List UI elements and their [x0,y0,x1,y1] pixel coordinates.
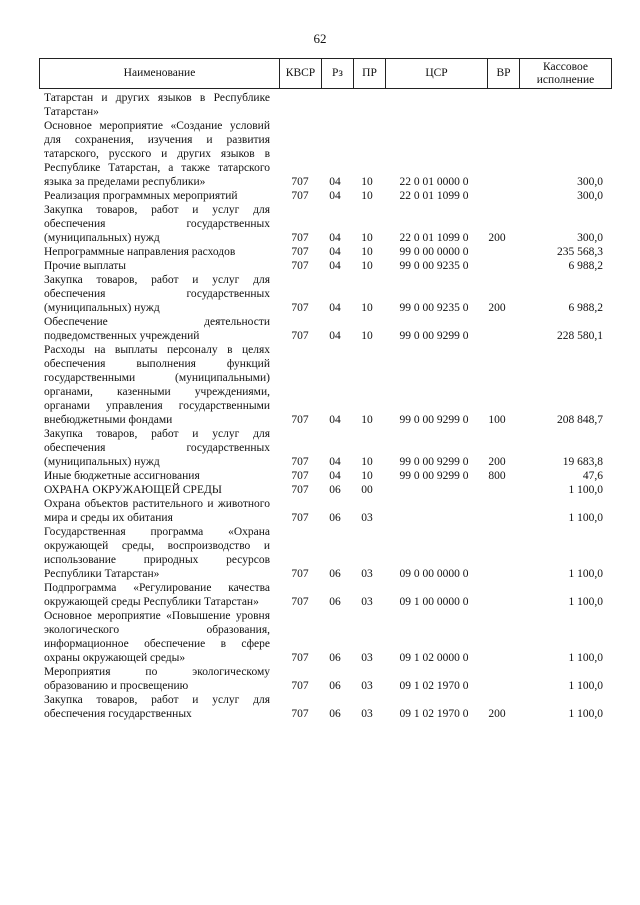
row-pr: 03 [361,708,373,720]
row-name: Реализация программных мероприятий [44,190,238,202]
row-pr: 10 [361,470,373,482]
row-kvsr: 707 [291,568,309,580]
row-kvsr: 707 [291,484,309,496]
row-rz: 04 [329,246,341,258]
row-kvsr: 707 [291,596,309,608]
row-kvsr: 707 [291,246,309,258]
row-name: Основное мероприятие «Создание условий для сохранения, изучения и развития татарского, русского и других языков в Республике Татарстан, а также татарского языка за пределами республики» [44,120,270,188]
row-vr: 200 [488,302,506,314]
header-vr: ВР [488,59,520,89]
row-amount: 1 100,0 [568,568,603,580]
row-csr: 99 0 00 9299 0 [399,330,469,342]
row-csr: 09 1 00 0000 0 [399,596,469,608]
row-amount: 1 100,0 [568,484,603,496]
row-csr: 99 0 00 9299 0 [399,456,469,468]
row-rz: 04 [329,176,341,188]
row-name: Непрограммные направления расходов [44,246,236,258]
row-kvsr: 707 [291,512,309,524]
page-number: 62 [313,31,327,46]
row-amount: 235 568,3 [557,246,603,258]
header-amount-line1: Кассовое [543,60,588,73]
header-pr: ПР [354,59,386,89]
row-amount: 1 100,0 [568,596,603,608]
header-kvsr: КВСР [280,59,322,89]
table-row [0,497,640,525]
row-amount: 19 683,8 [562,456,603,468]
row-vr: 100 [488,414,506,426]
row-pr: 10 [361,260,373,272]
row-kvsr: 707 [291,302,309,314]
row-vr: 200 [488,456,506,468]
row-kvsr: 707 [291,708,309,720]
table-header [39,58,612,89]
header-name: Наименование [40,59,280,89]
row-amount: 300,0 [577,190,603,202]
row-name: Основное мероприятие «Повышение уровня экологического образования, информационное обеспечение в сфере охраны окружающей среды» [44,610,270,664]
row-csr: 09 0 00 0000 0 [399,568,469,580]
row-pr: 03 [361,596,373,608]
row-amount: 300,0 [577,232,603,244]
row-csr: 99 0 00 9299 0 [399,470,469,482]
row-name: Закупка товаров, работ и услуг для обеспечения государственных [44,694,270,720]
row-amount: 6 988,2 [568,302,603,314]
row-name: ОХРАНА ОКРУЖАЮЩЕЙ СРЕДЫ [44,484,222,496]
row-csr: 22 0 01 1099 0 [399,190,469,202]
table-row [0,343,640,427]
row-csr: 09 1 02 1970 0 [399,708,469,720]
row-pr: 10 [361,232,373,244]
row-csr: 99 0 00 9235 0 [399,302,469,314]
header-amount [520,59,612,89]
row-name: Расходы на выплаты персоналу в целях обеспечения выполнения функций государственными (муниципальными) органами, казенными учреждениями, органами управления государственными внебюджетными фондами [44,344,270,426]
row-name: Мероприятия по экологическому образованию и просвещению [44,666,270,692]
row-amount: 1 100,0 [568,708,603,720]
row-name: Закупка товаров, работ и услуг для обеспечения государственных (муниципальных) нужд [44,274,270,314]
row-pr: 03 [361,512,373,524]
row-name: Подпрограмма «Регулирование качества окружающей среды Республики Татарстан» [44,582,270,608]
row-rz: 04 [329,470,341,482]
row-kvsr: 707 [291,232,309,244]
row-amount: 47,6 [582,470,603,482]
table-row [0,483,640,497]
table-row [0,581,640,609]
header-csr: ЦСР [386,59,488,89]
row-rz: 04 [329,414,341,426]
table-row [0,91,640,119]
table-row [0,273,640,315]
row-pr: 10 [361,330,373,342]
row-pr: 10 [361,246,373,258]
table-row [0,259,640,273]
row-pr: 03 [361,568,373,580]
row-kvsr: 707 [291,190,309,202]
row-amount: 1 100,0 [568,680,603,692]
row-amount: 300,0 [577,176,603,188]
row-csr: 22 0 01 0000 0 [399,176,469,188]
row-kvsr: 707 [291,260,309,272]
row-name: Татарстан и других языков в Республике Татарстан» [44,92,270,118]
row-amount: 228 580,1 [557,330,603,342]
row-name: Государственная программа «Охрана окружающей среды, воспроизводство и использование природных ресурсов Республики Татарстан» [44,526,270,580]
row-amount: 1 100,0 [568,512,603,524]
row-kvsr: 707 [291,470,309,482]
table-row [0,189,640,203]
row-pr: 10 [361,176,373,188]
row-pr: 10 [361,414,373,426]
row-name: Закупка товаров, работ и услуг для обеспечения государственных (муниципальных) нужд [44,204,270,244]
row-rz: 06 [329,680,341,692]
row-rz: 04 [329,302,341,314]
row-amount: 208 848,7 [557,414,603,426]
table-row [0,315,640,343]
row-kvsr: 707 [291,414,309,426]
table-row [0,469,640,483]
row-pr: 03 [361,680,373,692]
row-rz: 06 [329,708,341,720]
row-name: Прочие выплаты [44,260,127,272]
table-row [0,665,640,693]
row-name: Закупка товаров, работ и услуг для обеспечения государственных (муниципальных) нужд [44,428,270,468]
row-rz: 06 [329,568,341,580]
row-rz: 04 [329,260,341,272]
row-kvsr: 707 [291,176,309,188]
row-kvsr: 707 [291,330,309,342]
table-row [0,693,640,721]
row-vr: 800 [488,470,506,482]
table-row [0,203,640,245]
row-rz: 04 [329,456,341,468]
row-rz: 06 [329,484,341,496]
row-csr: 99 0 00 0000 0 [399,246,469,258]
row-rz: 04 [329,190,341,202]
table-row [0,609,640,665]
table-row [0,119,640,189]
row-pr: 10 [361,190,373,202]
header-amount-line2: исполнение [536,73,595,86]
table-row [0,245,640,259]
header-rz: Рз [322,59,354,89]
row-name: Иные бюджетные ассигнования [44,470,200,482]
row-rz: 06 [329,512,341,524]
row-rz: 06 [329,596,341,608]
row-vr: 200 [488,708,506,720]
row-name: Охрана объектов растительного и животного мира и среды их обитания [44,498,270,524]
table-row [0,427,640,469]
row-pr: 10 [361,456,373,468]
row-pr: 00 [361,484,373,496]
row-kvsr: 707 [291,680,309,692]
row-name: Обеспечение деятельности подведомственных учреждений [44,316,270,342]
row-kvsr: 707 [291,456,309,468]
row-amount: 1 100,0 [568,652,603,664]
row-csr: 22 0 01 1099 0 [399,232,469,244]
table-row [0,525,640,581]
row-kvsr: 707 [291,652,309,664]
row-csr: 09 1 02 0000 0 [399,652,469,664]
row-amount: 6 988,2 [568,260,603,272]
row-pr: 03 [361,652,373,664]
row-rz: 04 [329,232,341,244]
row-vr: 200 [488,232,506,244]
row-csr: 99 0 00 9299 0 [399,414,469,426]
row-csr: 09 1 02 1970 0 [399,680,469,692]
row-rz: 04 [329,330,341,342]
row-rz: 06 [329,652,341,664]
row-pr: 10 [361,302,373,314]
table-body [0,91,640,721]
row-csr: 99 0 00 9235 0 [399,260,469,272]
